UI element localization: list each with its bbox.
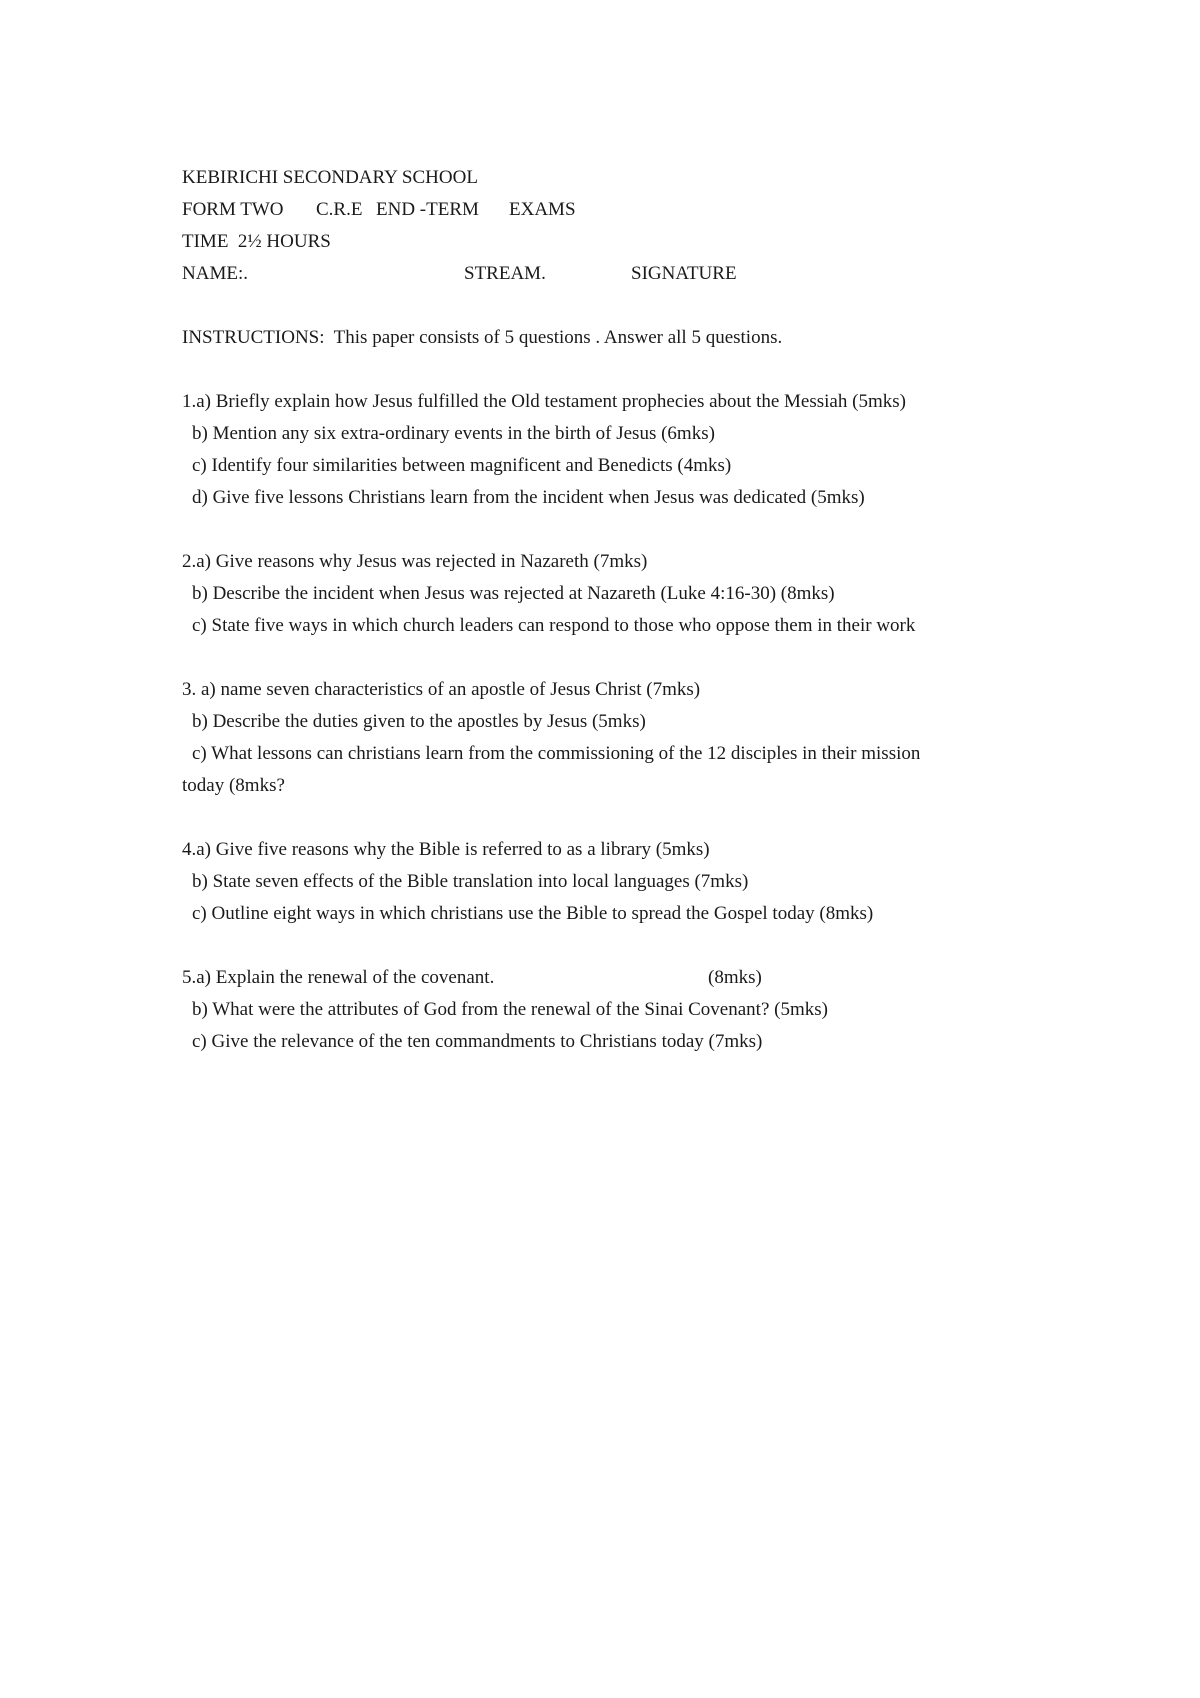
exam-subject: C.R.E xyxy=(316,199,363,220)
question-3-c-line-1: c) What lessons can christians learn from the commissioning of the 12 disciples in their mission xyxy=(192,743,921,764)
question-2 xyxy=(182,546,1042,642)
stream-label: STREAM. xyxy=(464,263,546,284)
spacer xyxy=(182,354,1042,386)
spacer xyxy=(182,290,1042,322)
candidate-details-row xyxy=(182,258,1042,290)
exam-form: FORM TWO xyxy=(182,199,284,220)
school-name: KEBIRICHI SECONDARY SCHOOL xyxy=(182,167,478,188)
exam-title-row xyxy=(182,194,1042,226)
question-5-a xyxy=(182,962,1042,994)
question-1-c: c) Identify four similarities between magnificent and Benedicts (4mks) xyxy=(192,455,732,476)
question-3-b: b) Describe the duties given to the apostles by Jesus (5mks) xyxy=(192,711,646,732)
question-5 xyxy=(182,962,1042,1058)
question-3 xyxy=(182,674,1042,802)
signature-label: SIGNATURE xyxy=(631,263,737,284)
exam-term: END -TERM xyxy=(376,199,479,220)
question-5-b: b) What were the attributes of God from the renewal of the Sinai Covenant? (5mks) xyxy=(192,999,828,1020)
question-2-a: 2.a) Give reasons why Jesus was rejected in Nazareth (7mks) xyxy=(182,551,648,572)
question-1-a: 1.a) Briefly explain how Jesus fulfilled the Old testament prophecies about the Messiah (5mks) xyxy=(182,391,906,412)
question-3-a: 3. a) name seven characteristics of an apostle of Jesus Christ (7mks) xyxy=(182,679,701,700)
instructions: INSTRUCTIONS: This paper consists of 5 questions . Answer all 5 questions. xyxy=(182,327,783,348)
question-5-a-marks: (8mks) xyxy=(708,967,762,988)
question-4-b: b) State seven effects of the Bible translation into local languages (7mks) xyxy=(192,871,749,892)
question-3-c-line-2: today (8mks? xyxy=(182,775,285,796)
question-4-a: 4.a) Give five reasons why the Bible is referred to as a library (5mks) xyxy=(182,839,710,860)
exam-content xyxy=(182,162,1042,1090)
question-4 xyxy=(182,834,1042,930)
question-1-b: b) Mention any six extra-ordinary events in the birth of Jesus (6mks) xyxy=(192,423,715,444)
name-label: NAME:. xyxy=(182,263,248,284)
exam-type: EXAMS xyxy=(509,199,576,220)
question-1-d: d) Give five lessons Christians learn from the incident when Jesus was dedicated (5mks) xyxy=(192,487,865,508)
question-5-c: c) Give the relevance of the ten commandments to Christians today (7mks) xyxy=(192,1031,763,1052)
question-1 xyxy=(182,386,1042,514)
question-4-c: c) Outline eight ways in which christians use the Bible to spread the Gospel today (8mks) xyxy=(192,903,874,924)
exam-time: TIME 2½ HOURS xyxy=(182,231,331,252)
question-2-c: c) State five ways in which church leaders can respond to those who oppose them in their work xyxy=(192,615,916,636)
question-5-a-text: 5.a) Explain the renewal of the covenant. xyxy=(182,967,495,988)
question-2-b: b) Describe the incident when Jesus was rejected at Nazareth (Luke 4:16-30) (8mks) xyxy=(192,583,835,604)
